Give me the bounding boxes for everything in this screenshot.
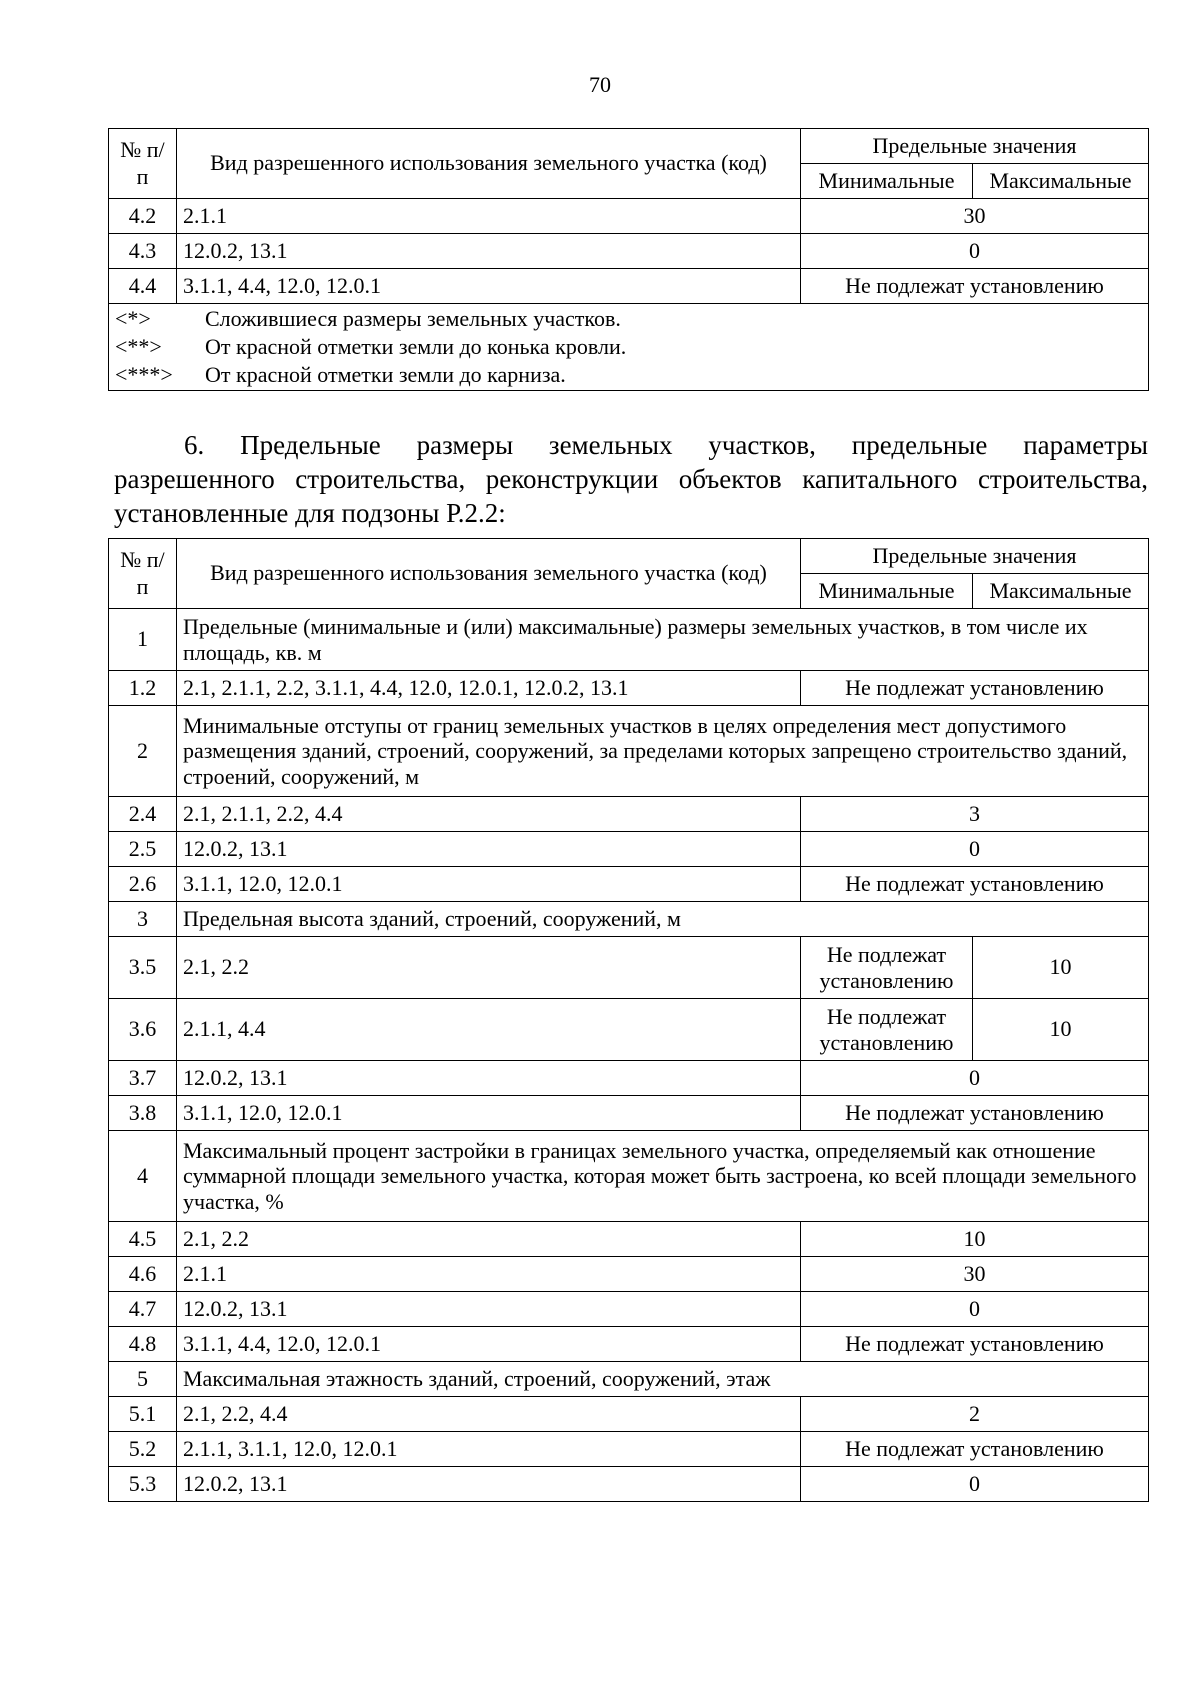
row-kind: 2.1.1 [177, 199, 801, 234]
row-num: 3.8 [109, 1096, 177, 1131]
table-row [109, 832, 1149, 867]
row-num: 4.3 [109, 234, 177, 269]
row-max: 10 [973, 999, 1149, 1061]
header-min: Минимальные [801, 164, 973, 199]
row-min: Не подлежат установлению [801, 999, 973, 1061]
row-value: 30 [801, 199, 1149, 234]
table-row [109, 1397, 1149, 1432]
heading-line-1: 6. Предельные размеры земельных участков, предельные параметры [184, 430, 1148, 460]
section-6-heading [114, 428, 1148, 530]
row-kind: 12.0.2, 13.1 [177, 1292, 801, 1327]
row-value: Не подлежат установлению [801, 1096, 1149, 1131]
table-row [109, 1061, 1149, 1096]
row-kind: 12.0.2, 13.1 [177, 1467, 801, 1502]
table-row [109, 199, 1149, 234]
row-num: 3.7 [109, 1061, 177, 1096]
row-kind: 2.1.1 [177, 1257, 801, 1292]
table-row [109, 1222, 1149, 1257]
row-num: 2.5 [109, 832, 177, 867]
group-title: Максимальный процент застройки в границах земельного участка, определяемый как отношение суммарной площади земельного участка, которая может быть застроена, ко всей площади земельного участка, % [177, 1131, 1149, 1222]
row-value: 0 [801, 832, 1149, 867]
table-row [109, 937, 1149, 999]
row-kind: 2.1, 2.2 [177, 937, 801, 999]
table-row [109, 999, 1149, 1061]
row-kind: 3.1.1, 4.4, 12.0, 12.0.1 [177, 1327, 801, 1362]
footnote [115, 333, 1142, 361]
row-kind: 2.1.1, 3.1.1, 12.0, 12.0.1 [177, 1432, 801, 1467]
row-num: 5.1 [109, 1397, 177, 1432]
group-row [109, 706, 1149, 797]
row-max: 10 [973, 937, 1149, 999]
row-value: 0 [801, 234, 1149, 269]
row-num: 3.6 [109, 999, 177, 1061]
table-row [109, 1096, 1149, 1131]
row-num: 2.4 [109, 797, 177, 832]
row-value: Не подлежат установлению [801, 1432, 1149, 1467]
header-limits: Предельные значения [801, 539, 1149, 574]
group-row [109, 609, 1149, 671]
table-row [109, 1257, 1149, 1292]
row-value: 10 [801, 1222, 1149, 1257]
heading-line-3: установленные для подзоны Р.2.2: [114, 498, 506, 528]
row-num: 5.2 [109, 1432, 177, 1467]
header-max: Максимальные [973, 574, 1149, 609]
group-num: 5 [109, 1362, 177, 1397]
row-kind: 2.1, 2.1.1, 2.2, 4.4 [177, 797, 801, 832]
row-num: 4.7 [109, 1292, 177, 1327]
row-num: 4.2 [109, 199, 177, 234]
footnote-mark: <***> [115, 362, 173, 387]
footnote [115, 305, 1142, 333]
limits-table-p22 [108, 538, 1149, 1502]
header-num: № п/п [109, 129, 177, 199]
table-row [109, 234, 1149, 269]
group-title: Предельная высота зданий, строений, сооружений, м [177, 902, 1149, 937]
row-kind: 3.1.1, 4.4, 12.0, 12.0.1 [177, 269, 801, 304]
group-title: Минимальные отступы от границ земельных участков в целях определения мест допустимого размещения зданий, строений, сооружений, за пределами которых запрещено строительство зданий, строений, сооружений, м [177, 706, 1149, 797]
table-row [109, 1327, 1149, 1362]
row-value: 2 [801, 1397, 1149, 1432]
header-limits: Предельные значения [801, 129, 1149, 164]
row-num: 4.5 [109, 1222, 177, 1257]
row-kind: 2.1, 2.1.1, 2.2, 3.1.1, 4.4, 12.0, 12.0.1, 12.0.2, 13.1 [177, 671, 801, 706]
row-value: 3 [801, 797, 1149, 832]
group-num: 4 [109, 1131, 177, 1222]
row-kind: 12.0.2, 13.1 [177, 234, 801, 269]
page-number: 70 [589, 72, 611, 97]
table-row [109, 867, 1149, 902]
footnotes [109, 304, 1149, 391]
row-num: 5.3 [109, 1467, 177, 1502]
group-num: 2 [109, 706, 177, 797]
row-kind: 12.0.2, 13.1 [177, 1061, 801, 1096]
footnote-text: От красной отметки земли до карниза. [205, 362, 566, 387]
heading-line-2: разрешенного строительства, реконструкции объектов капитального строительства, [114, 464, 1148, 494]
group-row [109, 902, 1149, 937]
row-num: 4.4 [109, 269, 177, 304]
header-min: Минимальные [801, 574, 973, 609]
limits-table-continuation [108, 128, 1149, 391]
row-value: Не подлежат установлению [801, 867, 1149, 902]
group-title: Максимальная этажность зданий, строений, сооружений, этаж [177, 1362, 1149, 1397]
footnote [115, 361, 1142, 389]
row-num: 1.2 [109, 671, 177, 706]
footnote-text: От красной отметки земли до конька кровли. [205, 334, 627, 359]
row-num: 3.5 [109, 937, 177, 999]
row-value: Не подлежат установлению [801, 269, 1149, 304]
row-num: 4.8 [109, 1327, 177, 1362]
table-row [109, 1292, 1149, 1327]
row-kind: 3.1.1, 12.0, 12.0.1 [177, 1096, 801, 1131]
row-value: 0 [801, 1061, 1149, 1096]
row-kind: 12.0.2, 13.1 [177, 832, 801, 867]
group-num: 1 [109, 609, 177, 671]
table-row [109, 1467, 1149, 1502]
group-num: 3 [109, 902, 177, 937]
table-row [109, 671, 1149, 706]
group-row [109, 1131, 1149, 1222]
row-value: 0 [801, 1467, 1149, 1502]
group-title: Предельные (минимальные и (или) максимальные) размеры земельных участков, в том числе их площадь, кв. м [177, 609, 1149, 671]
row-min: Не подлежат установлению [801, 937, 973, 999]
footnote-mark: <**> [115, 334, 162, 359]
table-row [109, 797, 1149, 832]
group-row [109, 1362, 1149, 1397]
table-row [109, 1432, 1149, 1467]
row-kind: 3.1.1, 12.0, 12.0.1 [177, 867, 801, 902]
row-kind: 2.1, 2.2 [177, 1222, 801, 1257]
row-kind: 2.1, 2.2, 4.4 [177, 1397, 801, 1432]
header-num: № п/п [109, 539, 177, 609]
footnote-mark: <*> [115, 306, 151, 331]
row-value: 30 [801, 1257, 1149, 1292]
row-value: Не подлежат установлению [801, 1327, 1149, 1362]
row-kind: 2.1.1, 4.4 [177, 999, 801, 1061]
footnote-text: Сложившиеся размеры земельных участков. [205, 306, 621, 331]
row-value: Не подлежат установлению [801, 671, 1149, 706]
header-kind: Вид разрешенного использования земельного участка (код) [177, 539, 801, 609]
row-num: 4.6 [109, 1257, 177, 1292]
header-kind: Вид разрешенного использования земельного участка (код) [177, 129, 801, 199]
row-num: 2.6 [109, 867, 177, 902]
header-max: Максимальные [973, 164, 1149, 199]
row-value: 0 [801, 1292, 1149, 1327]
table-row [109, 269, 1149, 304]
